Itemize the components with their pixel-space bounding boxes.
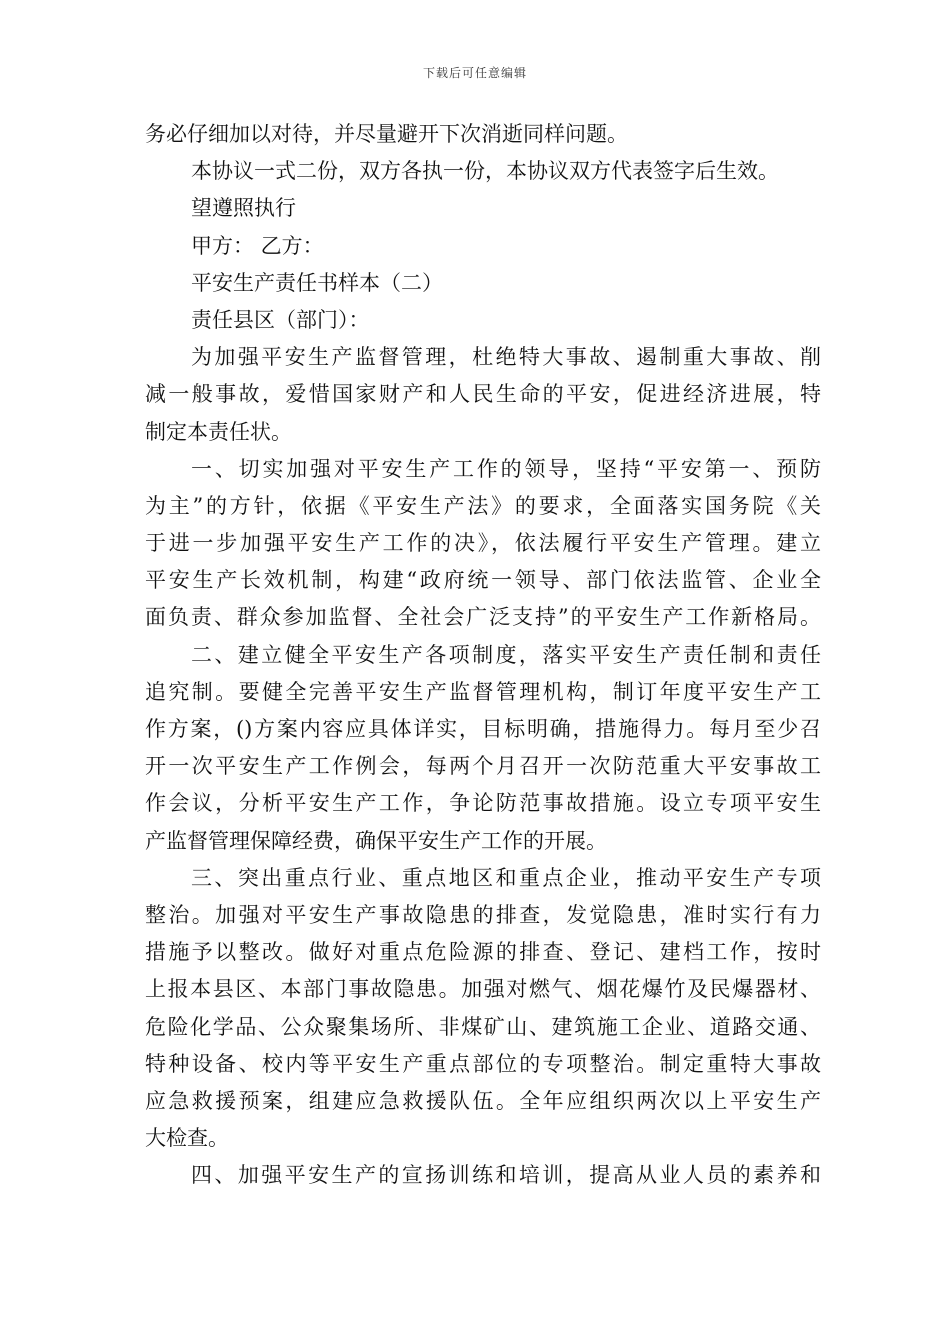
text-line: 二、建立健全平安生产各项制度，落实平安生产责任制和责任 — [191, 642, 821, 667]
text-line: 危险化学品、公众聚集场所、非煤矿山、建筑施工企业、道路交通、 — [145, 1014, 821, 1039]
text-line: 务必仔细加以对待，并尽量避开下次消逝同样问题。 — [145, 122, 628, 146]
page-header: 下载后可任意编辑 — [422, 66, 527, 80]
text-line: 整治。加强对平安生产事故隐患的排查，发觉隐患，准时实行有力 — [145, 902, 821, 927]
text-line: 本协议一式二份，双方各执一份，本协议双方代表签字后生效。 — [191, 159, 779, 184]
text-line: 特种设备、校内等平安生产重点部位的专项整治。制定重特大事故 — [145, 1051, 821, 1076]
text-line: 制定本责任状。 — [145, 419, 292, 444]
text-line: 措施予以整改。做好对重点危险源的排查、登记、建档工作，按时 — [145, 940, 821, 965]
text-line: 追究制。要健全完善平安生产监督管理机构，制订年度平安生产工 — [145, 679, 821, 704]
document-body — [145, 116, 821, 1194]
text-line: 大检查。 — [145, 1126, 229, 1151]
text-line: 应急救援预案，组建应急救援队伍。全年应组织两次以上平安生产 — [145, 1088, 821, 1113]
text-line: 面负责、群众参加监督、全社会广泛支持”的平安生产工作新格局。 — [145, 605, 821, 630]
text-line: 产监督管理保障经费，确保平安生产工作的开展。 — [145, 828, 607, 853]
text-line: 责任县区（部门）： — [191, 307, 370, 332]
text-line: 四、加强平安生产的宣扬训练和培训，提高从业人员的素养和 — [191, 1163, 821, 1188]
text-line: 为加强平安生产监督管理，杜绝特大事故、遏制重大事故、削 — [191, 345, 821, 370]
text-line: 作会议，分析平安生产工作，争论防范事故措施。设立专项平安生 — [145, 791, 821, 816]
text-line: 望遵照执行 — [191, 196, 296, 221]
text-line: 为主”的方针，依据《平安生产法》的要求，全面落实国务院《关 — [145, 493, 821, 518]
text-line: 开一次平安生产工作例会，每两个月召开一次防范重大平安事故工 — [145, 754, 821, 779]
text-line: 减一般事故，爱惜国家财产和人民生命的平安，促进经济进展，特 — [145, 382, 821, 407]
text-line: 三、突出重点行业、重点地区和重点企业，推动平安生产专项 — [191, 865, 821, 890]
text-line: 上报本县区、本部门事故隐患。加强对燃气、烟花爆竹及民爆器材、 — [145, 977, 821, 1002]
text-line: 平安生产长效机制，构建“政府统一领导、部门依法监管、企业全 — [145, 568, 821, 593]
text-line: 作方案，()方案内容应具体详实，目标明确，措施得力。每月至少召 — [145, 717, 821, 741]
text-line: 平安生产责任书样本（二） — [191, 270, 443, 295]
text-line: 于进一步加强平安生产工作的决》，依法履行平安生产管理。建立 — [145, 531, 821, 556]
text-line: 一、切实加强对平安生产工作的领导，坚持“平安第一、预防 — [191, 456, 821, 481]
text-line: 甲方： 乙方： — [191, 233, 324, 258]
